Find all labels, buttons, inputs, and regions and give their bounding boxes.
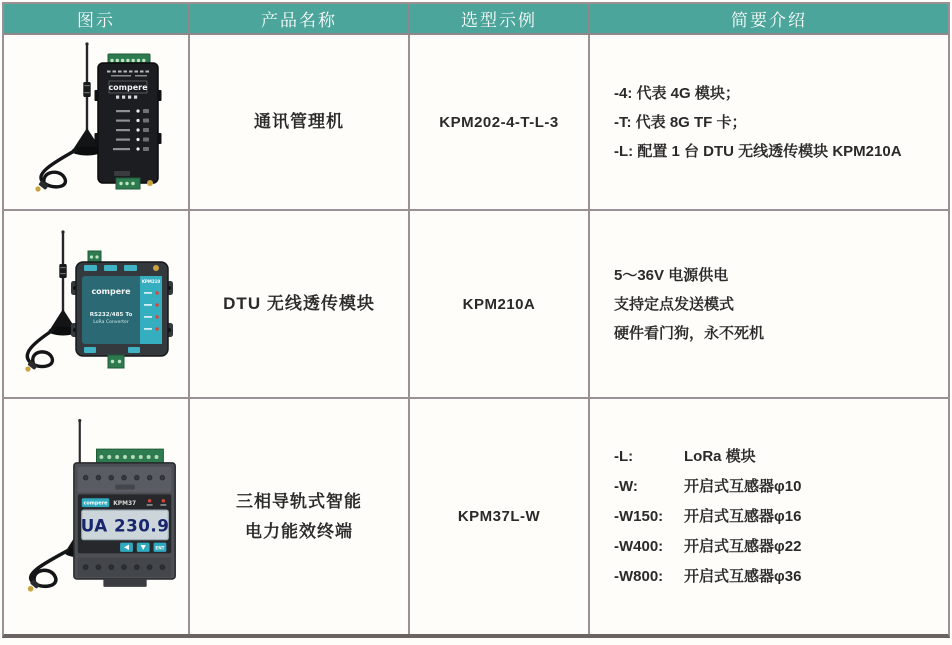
product-name: DTU 无线透传模块 <box>223 294 375 313</box>
option-desc: 开启式互感器φ16 <box>684 507 802 525</box>
comms-manager-device-illustration <box>21 38 171 206</box>
option-desc: 开启式互感器φ22 <box>684 537 802 555</box>
intro-line: -4: 代表 4G 模块； <box>614 84 740 102</box>
meter-buttons <box>120 543 166 552</box>
intro-cell <box>590 35 948 211</box>
product-table <box>2 2 950 638</box>
enter-button-label: ENT <box>155 545 165 551</box>
model-cell <box>410 399 590 634</box>
intro-line: -L: 配置 1 台 DTU 无线透传模块 KPM210A <box>614 142 902 160</box>
device-body <box>71 251 173 368</box>
intro-line <box>614 532 801 562</box>
device-function-line1: RS232/485 To <box>89 312 133 318</box>
device-body <box>95 54 162 189</box>
device-function-line2: LoRa Converter <box>93 320 129 325</box>
antenna-cable <box>25 330 53 372</box>
product-name-line: 三相导轨式智能 <box>236 491 362 511</box>
product-name: 通讯管理机 <box>254 112 344 131</box>
lcd-reading: UA 230.9 <box>80 515 170 536</box>
product-name-line: 电力能效终端 <box>245 521 353 541</box>
header-label: 产品名称 <box>261 11 337 30</box>
intro-line: 支持定点发送模式 <box>614 295 735 313</box>
intro-line <box>614 502 801 532</box>
option-code: -W800: <box>614 567 664 585</box>
option-code: -W400: <box>614 537 664 555</box>
antenna-cable <box>28 550 68 591</box>
lcd-display <box>81 510 170 540</box>
header-cell-model-example <box>410 4 590 35</box>
intro-line: 硬件看门狗，永不死机 <box>614 324 765 342</box>
intro-line: 5～36V 电源供电 <box>614 266 729 284</box>
intro-line <box>614 562 801 592</box>
meter-model-label: KPM37 <box>113 501 137 508</box>
header-cell-brief-intro <box>590 4 948 35</box>
header-label: 图示 <box>77 11 115 30</box>
din-rail-meter-illustration <box>5 414 187 619</box>
product-photo-kpm202 <box>4 35 190 211</box>
header-label: 选型示例 <box>461 11 537 30</box>
option-code: -W150: <box>614 507 664 525</box>
model-cell <box>410 35 590 211</box>
header-label: 简要介绍 <box>731 11 807 30</box>
option-desc: LoRa 模块 <box>684 447 756 465</box>
brand-logo-text: compere <box>83 500 108 507</box>
intro-line: -T: 代表 8G TF 卡； <box>614 113 747 131</box>
model-number: KPM210A <box>462 295 536 313</box>
option-desc: 开启式互感器φ36 <box>684 567 802 585</box>
product-name-cell <box>190 399 410 634</box>
strip-model-text: KPM210 <box>141 279 161 284</box>
intro-line <box>614 472 801 502</box>
intro-cell <box>590 399 948 634</box>
model-number: KPM37L-W <box>457 508 541 525</box>
device-body <box>74 449 175 587</box>
brand-logo-text: compere <box>91 287 131 296</box>
brand-logo-text: compere <box>108 83 148 92</box>
product-photo-kpm210a <box>4 211 190 399</box>
option-desc: 开启式互感器φ10 <box>684 477 802 495</box>
option-code: -W: <box>614 477 638 495</box>
option-code: -L: <box>614 447 634 465</box>
header-cell-image <box>4 4 190 35</box>
header-cell-product-name <box>190 4 410 35</box>
product-photo-kpm37 <box>4 399 190 634</box>
product-name-cell <box>190 35 410 211</box>
model-cell <box>410 211 590 399</box>
intro-line <box>614 442 756 472</box>
product-name-cell <box>190 211 410 399</box>
antenna-cable <box>35 150 76 192</box>
intro-cell <box>590 211 948 399</box>
dtu-module-device-illustration <box>16 224 176 384</box>
model-number: KPM202-4-T-L-3 <box>439 113 559 131</box>
